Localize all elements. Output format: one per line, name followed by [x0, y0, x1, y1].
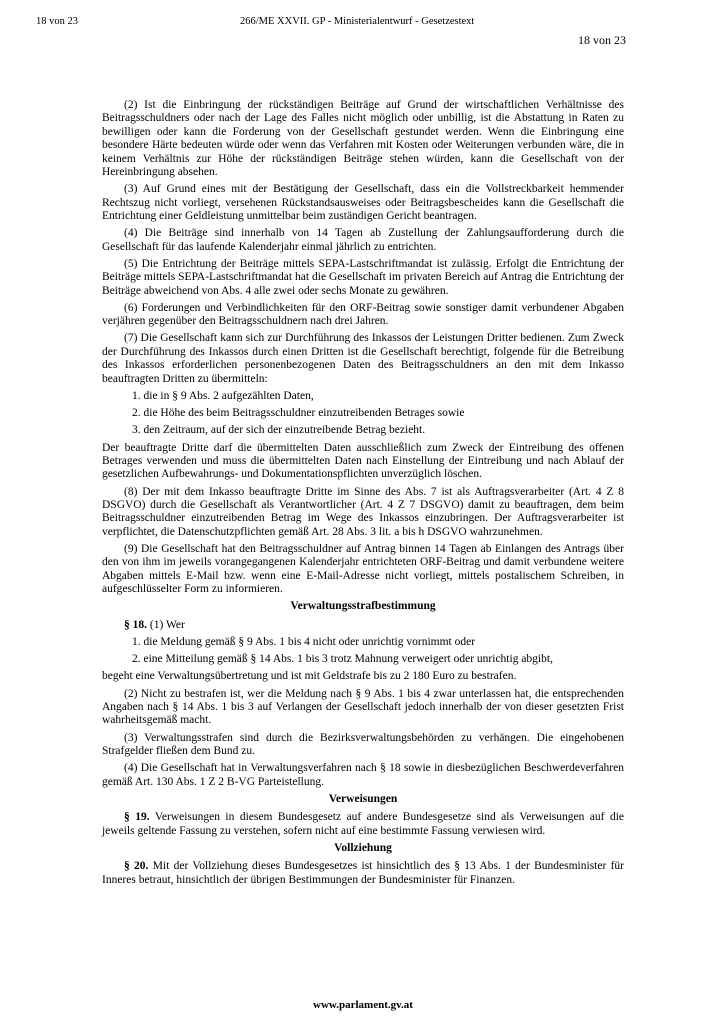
paragraph: [102, 860, 624, 887]
paragraph: (2) Nicht zu bestrafen ist, wer die Meldung nach § 9 Abs. 1 bis 4 zwar unterlassen hat, die entsprechenden Angaben nach § 14 Abs. 1 bis 3 auf Verlangen der Gesellschaft jedoch innerhalb der von dieser gesetzten Frist wahrheitsgemäß macht.: [102, 687, 624, 727]
paragraph: (2) Ist die Einbringung der rückständigen Beiträge auf Grund der wirtschaftlichen Verhältnisse des Beitragsschuldners oder nach der Lage des Falles nicht möglich oder unbillig, ist die Abstattung in Raten zu bewilligen oder kann die Forderung von der Gesellschaft gestundet werden. Wenn die Einbringung eine besondere Härte bedeuten würde oder wenn das Verfahren mit Kosten oder Weiterungen verbunden wäre, die in keinem Verhältnis zur Höhe der rückständigen Beiträge stehen würden, kann die Gesellschaft von der Hereinbringung absehen.: [102, 99, 624, 179]
section-heading: Verwaltungsstrafbestimmung: [290, 600, 436, 613]
paragraph: [102, 619, 624, 632]
list-item: 3. den Zeitraum, auf der sich der einzutreibende Betrag bezieht.: [132, 424, 426, 437]
list-item: 1. die in § 9 Abs. 2 aufgezählten Daten,: [132, 389, 314, 402]
paragraph-number: § 19.: [124, 811, 150, 824]
paragraph-text: Mit der Vollziehung dieses Bundesgesetzes ist hinsichtlich des § 13 Abs. 1 der Bundesminister für Inneres betraut, hinsichtlich der übrigen Bestimmungen der Bundesminister für Finanzen.: [102, 860, 624, 886]
paragraph: Der beauftragte Dritte darf die übermittelten Daten ausschließlich zum Zweck der Eintreibung des offenen Betrages verwenden und muss die übermittelten Daten nach Einstellung der Eintreibung und nach Ablauf der gesetzlichen Aufbewahrungs- und Dokumentationspflichten unverzüglich löschen.: [102, 441, 624, 481]
paragraph: (9) Die Gesellschaft hat den Beitragsschuldner auf Antrag binnen 14 Tagen ab Einlangen des Antrags über den von ihm im jeweils vorangegangenen Kalenderjahr entrichteten ORF-Beitrag und damit verbundene weitere Abgaben mittels E-Mail bzw. wenn eine E-Mail-Adresse nicht vorliegt, mittels postalischem Schreiben, in aufgeschlüsselter Form zu informieren.: [102, 542, 624, 596]
list-item: 2. eine Mitteilung gemäß § 14 Abs. 1 bis 3 trotz Mahnung verweigert oder unrichtig abgibt,: [132, 653, 553, 666]
paragraph: (6) Forderungen und Verbindlichkeiten für den ORF-Beitrag sowie sonstiger damit verbundener Abgaben verjähren gegenüber den Beitragsschuldnern nach drei Jahren.: [102, 301, 624, 328]
paragraph: (8) Der mit dem Inkasso beauftragte Dritte im Sinne des Abs. 7 ist als Auftragsverarbeiter (Art. 4 Z 8 DSGVO) durch die Gesellschaft als Verantwortlicher (Art. 4 Z 7 DSGVO) damit zu beauftragen, dem beim Beitragsschuldner einzutreibenden Betrag im Wege des Inkassos einzubringen. Der Auftragsverarbeiter ist verpflichtet, die Datenschutzpflichten gemäß Art. 28 Abs. 3 lit. a bis h DSGVO wahrzunehmen.: [102, 485, 624, 538]
list-item: 1. die Meldung gemäß § 9 Abs. 1 bis 4 nicht oder unrichtig vornimmt oder: [132, 635, 476, 648]
paragraph: (3) Auf Grund eines mit der Bestätigung der Gesellschaft, dass ein die Vollstreckbarkeit hemmender Rechtszug nicht vorliegt, versehenen Rückstandsausweises oder Beitragsbescheides kann die Gesellschaft die Entrichtung einer Geldleistung unmittelbar beim zuständigen Gericht beantragen.: [102, 183, 624, 223]
paragraph-text: (1) Wer: [147, 618, 185, 631]
header-document-title: 266/ME XXVII. GP - Ministerialentwurf - Gesetzestext: [240, 16, 475, 27]
paragraph: (7) Die Gesellschaft kann sich zur Durchführung des Inkassos der Leistungen Dritter bedienen. Zum Zweck der Durchführung des Inkassos durch einen Dritten ist die Gesellschaft berechtigt, folgende für die Betreibung des Inkassos erforderlichen personenbezogenen Daten des Beitragsschuldners an den mit dem Inkasso beauftragten Dritten zu übermitteln:: [102, 332, 624, 385]
section-heading: Vollziehung: [334, 841, 392, 854]
paragraph-number: § 20.: [124, 860, 149, 873]
paragraph: (5) Die Entrichtung der Beiträge mittels SEPA-Lastschriftmandat ist zulässig. Erfolgt die Entrichtung der Beiträge mittels SEPA-Lastschriftmandat hat die Gesellschaft im privaten Bereich auf Antrag die Entrichtung der Beiträge abweichend von Abs. 4 alle zwei oder sechs Monate zu gewähren.: [102, 257, 624, 297]
paragraph: (4) Die Beiträge sind innerhalb von 14 Tagen ab Zustellung der Zahlungsaufforderung durch die Gesellschaft für das laufende Kalenderjahr einmal jährlich zu entrichten.: [102, 227, 624, 253]
paragraph-number: § 18.: [124, 618, 147, 631]
header-page-number-right: 18 von 23: [578, 33, 626, 47]
paragraph: (3) Verwaltungsstrafen sind durch die Bezirksverwaltungsbehörden zu verhängen. Die eingehobenen Strafgelder fließen dem Bund zu.: [102, 731, 624, 758]
paragraph: [102, 811, 624, 838]
list-item: 2. die Höhe des beim Beitragsschuldner einzutreibenden Betrages sowie: [132, 407, 465, 420]
section-heading: Verweisungen: [328, 792, 398, 805]
paragraph: (4) Die Gesellschaft hat in Verwaltungsverfahren nach § 18 sowie in diesbezüglichen Beschwerdeverfahren gemäß Art. 130 Abs. 1 Z 2 B-VG Parteistellung.: [102, 762, 624, 788]
document-body: [102, 99, 624, 891]
paragraph-text: Verweisungen in diesem Bundesgesetz auf andere Bundesgesetze sind als Verweisungen auf die jeweils geltende Fassung zu verstehen, sofern nicht auf eine bestimmte Fassung verwiesen wird.: [102, 811, 624, 837]
header-page-number-left: 18 von 23: [36, 16, 78, 27]
paragraph: begeht eine Verwaltungsübertretung und ist mit Geldstrafe bis zu 2 180 Euro zu bestrafen.: [102, 670, 517, 683]
footer-url: www.parlament.gv.at: [313, 999, 413, 1011]
